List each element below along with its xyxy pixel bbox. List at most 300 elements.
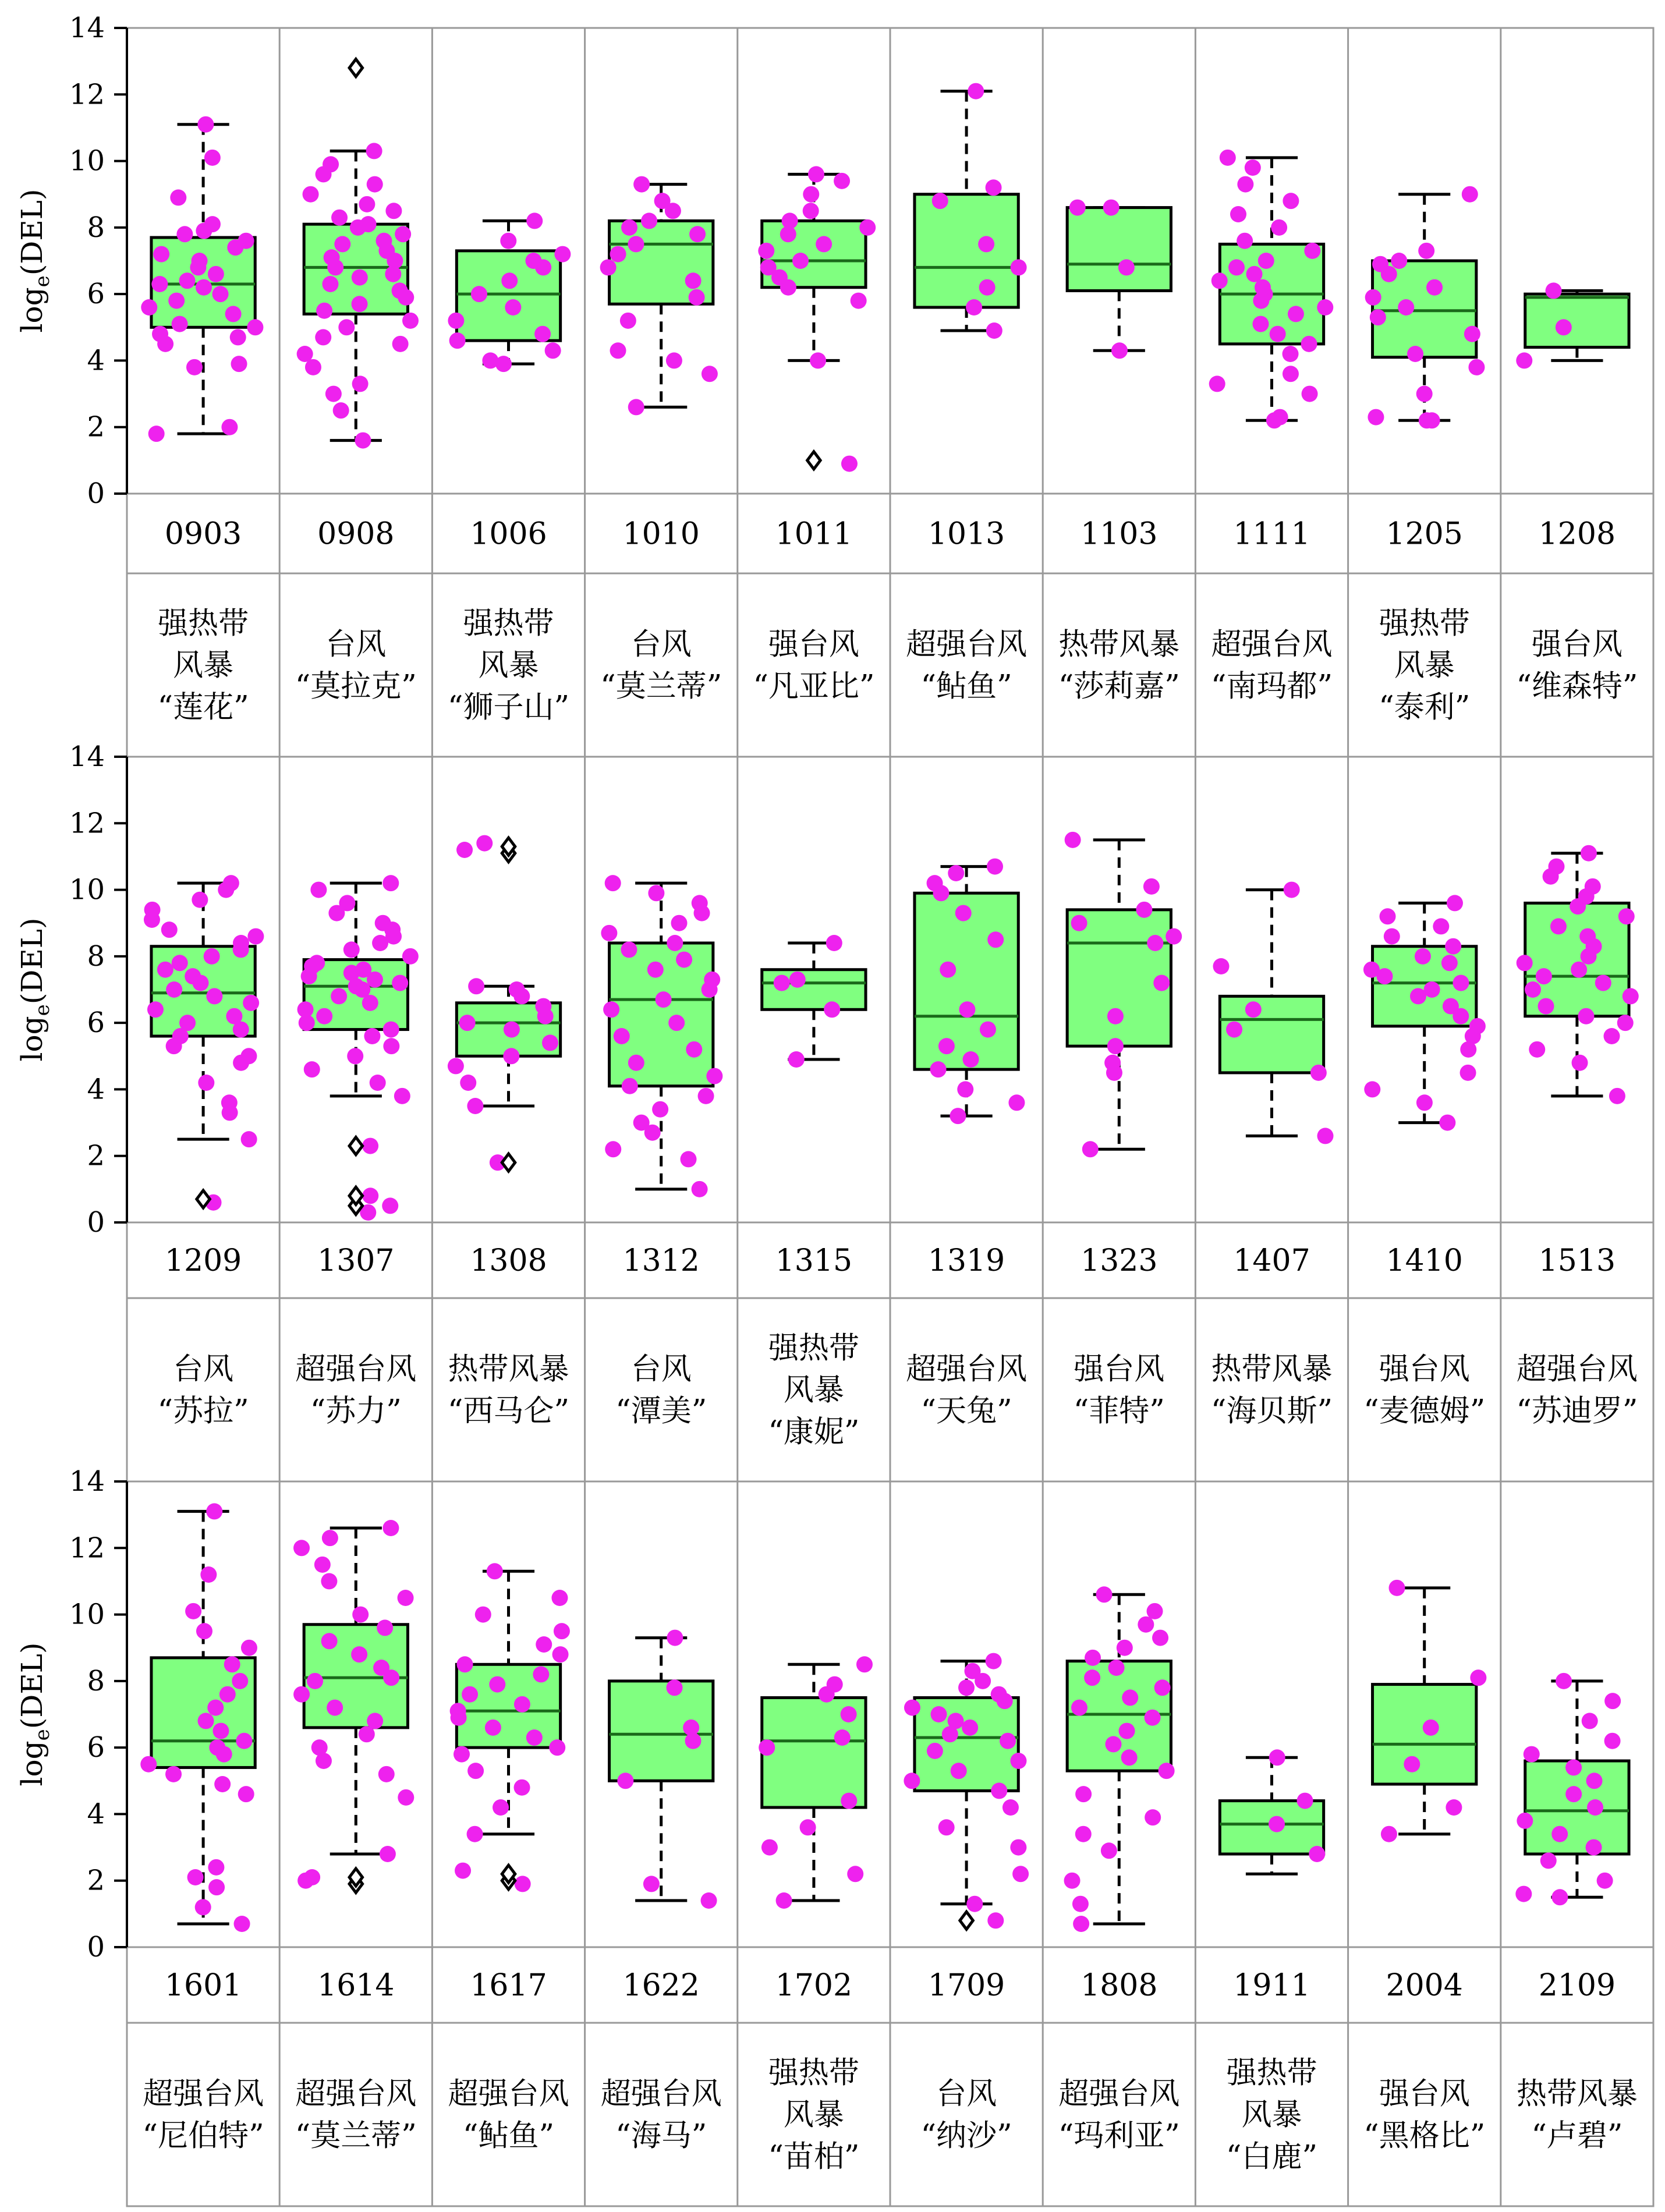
data-point xyxy=(1084,1669,1100,1686)
typhoon-name-label: “麦德姆” xyxy=(1363,1394,1486,1429)
data-point xyxy=(628,399,644,415)
data-point xyxy=(1153,975,1170,991)
data-point xyxy=(1370,309,1386,325)
typhoon-name-label: “菲特” xyxy=(1073,1394,1165,1429)
data-point xyxy=(1363,962,1380,978)
data-point xyxy=(352,270,368,286)
data-point xyxy=(198,1713,214,1729)
data-point xyxy=(1604,1028,1620,1044)
data-point xyxy=(1000,1733,1016,1749)
data-point xyxy=(1384,928,1400,945)
data-point xyxy=(231,356,247,372)
data-point xyxy=(448,313,464,329)
data-point xyxy=(166,981,182,998)
data-point xyxy=(367,176,383,193)
data-point xyxy=(382,1520,399,1536)
typhoon-code-label: 0908 xyxy=(317,516,395,552)
typhoon-name-label: 风暴 xyxy=(478,648,539,683)
data-point xyxy=(140,1756,157,1773)
data-point xyxy=(904,1773,920,1789)
data-point xyxy=(378,1766,395,1782)
data-point xyxy=(1136,902,1152,918)
data-point xyxy=(932,193,948,209)
data-point xyxy=(667,1679,683,1696)
data-point xyxy=(1117,1640,1133,1656)
data-point xyxy=(1529,1041,1545,1058)
data-point xyxy=(196,279,212,296)
data-point xyxy=(1252,316,1269,332)
data-point xyxy=(1398,299,1414,316)
y-tick-label: 6 xyxy=(87,1006,105,1040)
data-point xyxy=(938,1819,955,1835)
typhoon-name-label: 强台风 xyxy=(1074,1352,1165,1387)
data-point xyxy=(314,1557,331,1573)
data-point xyxy=(827,1676,843,1693)
data-point xyxy=(456,1656,473,1672)
typhoon-name-label: “卢碧” xyxy=(1531,2118,1623,2154)
data-point xyxy=(1446,1799,1462,1816)
data-point xyxy=(552,1646,569,1662)
data-point xyxy=(515,1876,531,1892)
data-point xyxy=(841,456,858,472)
data-point xyxy=(603,1001,619,1018)
data-point xyxy=(803,203,819,219)
typhoon-code-label: 1319 xyxy=(927,1243,1005,1278)
typhoon-name-label: 强热带 xyxy=(1379,606,1470,641)
outlier-marker xyxy=(349,1137,363,1155)
typhoon-name-label: “莫兰蒂” xyxy=(600,669,722,704)
data-point xyxy=(449,332,466,349)
data-point xyxy=(904,1700,920,1716)
data-point xyxy=(450,1703,466,1719)
data-point xyxy=(1426,279,1443,296)
typhoon-name-label: “潭美” xyxy=(615,1394,707,1429)
data-point xyxy=(1453,975,1469,991)
y-tick-label: 12 xyxy=(69,78,105,111)
data-point xyxy=(293,1540,310,1556)
data-point xyxy=(1469,1018,1486,1034)
data-point xyxy=(362,1187,378,1204)
typhoon-1209 xyxy=(144,875,264,1428)
data-point xyxy=(467,1098,483,1114)
data-point xyxy=(931,1706,947,1722)
data-point xyxy=(841,1706,857,1722)
data-point xyxy=(620,313,636,329)
data-point xyxy=(1138,1617,1154,1633)
data-point xyxy=(197,116,214,133)
typhoon-1911 xyxy=(1220,1749,1325,2174)
data-point xyxy=(375,915,391,931)
data-point xyxy=(1297,1793,1313,1809)
data-point xyxy=(500,233,516,249)
typhoon-code-label: 0903 xyxy=(164,516,242,552)
y-tick-label: 8 xyxy=(87,1664,105,1697)
data-point xyxy=(1364,1081,1380,1097)
data-point xyxy=(987,1912,1004,1929)
data-point xyxy=(1548,859,1564,875)
data-point xyxy=(1159,1763,1175,1779)
data-point xyxy=(605,875,621,891)
typhoon-name-label: 热带风暴 xyxy=(1058,627,1180,662)
data-point xyxy=(179,1015,196,1031)
data-point xyxy=(1226,1022,1242,1038)
data-point xyxy=(1587,1799,1603,1816)
data-point xyxy=(549,1739,565,1756)
typhoon-1614 xyxy=(293,1520,417,2154)
data-point xyxy=(1515,1886,1532,1902)
data-point xyxy=(1551,1826,1568,1842)
data-point xyxy=(394,1088,410,1104)
y-tick-label: 10 xyxy=(69,1598,105,1631)
typhoon-1702 xyxy=(759,1656,873,2174)
data-point xyxy=(370,1075,386,1091)
data-point xyxy=(1107,1038,1124,1054)
typhoon-name-label: “尼伯特” xyxy=(142,2118,264,2154)
data-point xyxy=(467,1826,483,1842)
data-point xyxy=(1586,1773,1603,1789)
data-point xyxy=(621,941,637,958)
data-point xyxy=(681,1151,697,1167)
data-point xyxy=(1379,908,1395,924)
data-point xyxy=(614,1028,630,1044)
typhoon-name-label: “海贝斯” xyxy=(1210,1394,1333,1429)
data-point xyxy=(204,216,221,232)
y-axis-label: $\log_e(DEL)$ xyxy=(15,189,54,333)
data-point xyxy=(610,246,626,263)
data-point xyxy=(225,306,242,322)
data-point xyxy=(198,1075,214,1091)
typhoon-1410 xyxy=(1363,895,1486,1428)
outlier-marker xyxy=(502,1154,515,1171)
typhoon-code-label: 1103 xyxy=(1081,516,1158,552)
data-point xyxy=(526,1729,543,1746)
typhoon-1013 xyxy=(906,83,1027,704)
data-point xyxy=(315,329,331,345)
data-point xyxy=(352,1607,369,1623)
typhoon-name-label: “海马” xyxy=(615,2118,707,2154)
data-point xyxy=(668,1015,685,1031)
data-point xyxy=(455,1863,471,1879)
data-point xyxy=(1623,988,1639,1004)
data-point xyxy=(151,276,168,292)
data-point xyxy=(383,1022,399,1038)
data-point xyxy=(168,293,185,309)
data-point xyxy=(316,1008,332,1025)
data-point xyxy=(311,1739,328,1756)
data-point xyxy=(605,1141,621,1157)
typhoon-1111 xyxy=(1209,150,1334,704)
data-point xyxy=(196,1623,212,1639)
data-point xyxy=(1517,955,1533,971)
data-point xyxy=(1069,200,1086,216)
typhoon-1323 xyxy=(1065,832,1182,1429)
data-point xyxy=(377,1619,393,1636)
typhoon-name-label: 风暴 xyxy=(783,2097,844,2133)
data-point xyxy=(776,1892,792,1909)
data-point xyxy=(398,1789,414,1806)
typhoon-name-label: 超强台风 xyxy=(1211,627,1333,662)
outlier-marker xyxy=(349,59,363,77)
typhoon-0908 xyxy=(295,59,419,704)
data-point xyxy=(304,1061,320,1077)
data-point xyxy=(1304,243,1320,259)
data-point xyxy=(359,196,375,212)
data-point xyxy=(459,1015,476,1031)
typhoon-code-label: 1006 xyxy=(470,516,547,552)
data-point xyxy=(1209,375,1225,392)
data-point xyxy=(234,1916,250,1932)
data-point xyxy=(1302,386,1318,402)
data-point xyxy=(525,253,541,269)
data-point xyxy=(238,1786,254,1802)
data-point xyxy=(1154,1679,1171,1696)
typhoon-name-label: 强热带 xyxy=(1226,2055,1317,2091)
data-point xyxy=(966,1896,983,1912)
data-point xyxy=(792,253,809,269)
data-point xyxy=(1439,1115,1455,1131)
box-iqr xyxy=(1373,1685,1476,1784)
data-point xyxy=(185,968,201,984)
typhoon-name-label: 超强台风 xyxy=(600,2076,722,2112)
typhoon-code-label: 1622 xyxy=(622,1968,700,2003)
data-point xyxy=(1012,1866,1029,1882)
data-point xyxy=(1445,938,1461,955)
data-point xyxy=(1010,1839,1026,1856)
data-point xyxy=(803,186,819,203)
data-point xyxy=(950,1108,966,1124)
data-point xyxy=(789,972,806,988)
data-point xyxy=(338,319,355,335)
y-tick-label: 10 xyxy=(69,144,105,178)
data-point xyxy=(514,1696,530,1713)
data-point xyxy=(179,272,195,289)
data-point xyxy=(1388,1580,1405,1596)
data-point xyxy=(195,1899,211,1915)
data-point xyxy=(966,299,982,316)
data-point xyxy=(808,166,824,182)
data-point xyxy=(686,1041,702,1058)
panel-3 xyxy=(15,1465,1653,2206)
typhoon-name-label: 风暴 xyxy=(173,648,234,683)
data-point xyxy=(355,962,371,978)
typhoon-name-label: 台风 xyxy=(325,627,387,662)
data-point xyxy=(1213,958,1229,974)
data-point xyxy=(824,1001,840,1018)
y-tick-label: 8 xyxy=(87,211,105,244)
outlier-marker xyxy=(960,1912,973,1929)
data-point xyxy=(1105,1736,1121,1752)
data-point xyxy=(141,299,157,316)
data-point xyxy=(144,902,161,918)
data-point xyxy=(1096,1586,1113,1603)
data-point xyxy=(1272,409,1288,426)
data-point xyxy=(600,259,617,275)
data-point xyxy=(475,1607,491,1623)
data-point xyxy=(1538,998,1554,1015)
typhoon-1622 xyxy=(601,1630,722,2154)
data-point xyxy=(351,1646,367,1662)
data-point xyxy=(200,1566,217,1583)
data-point xyxy=(514,1779,530,1796)
data-point xyxy=(297,1001,314,1018)
data-point xyxy=(334,236,350,252)
data-point xyxy=(959,1001,975,1018)
typhoon-1319 xyxy=(906,859,1027,1429)
data-point xyxy=(1443,998,1459,1015)
data-point xyxy=(526,212,543,229)
typhoon-1312 xyxy=(601,875,722,1428)
data-point xyxy=(958,1679,975,1696)
data-point xyxy=(224,1656,240,1672)
typhoon-1709 xyxy=(904,1653,1029,2154)
typhoon-1205 xyxy=(1365,186,1485,725)
typhoon-code-label: 1601 xyxy=(164,1968,242,2003)
typhoon-code-label: 1315 xyxy=(775,1243,853,1278)
data-point xyxy=(208,1859,224,1876)
y-axis-label: $\log_e(DEL)$ xyxy=(15,1642,54,1786)
data-point xyxy=(706,1068,722,1084)
data-point xyxy=(1391,253,1407,269)
data-point xyxy=(230,329,246,345)
data-point xyxy=(1309,1846,1325,1862)
data-point xyxy=(185,1603,201,1619)
data-point xyxy=(221,419,238,435)
data-point xyxy=(322,1530,338,1546)
data-point xyxy=(760,259,777,275)
typhoon-name-label: “南玛都” xyxy=(1210,669,1333,704)
data-point xyxy=(501,272,518,289)
data-point xyxy=(1111,342,1128,359)
data-point xyxy=(1310,1065,1327,1081)
data-point xyxy=(1407,346,1423,362)
data-point xyxy=(1002,1799,1019,1816)
data-point xyxy=(309,955,325,971)
data-point xyxy=(460,1075,476,1091)
data-point xyxy=(157,962,173,978)
typhoon-1617 xyxy=(448,1563,569,2153)
data-point xyxy=(1269,1816,1285,1832)
data-point xyxy=(1143,878,1160,895)
data-point xyxy=(148,426,165,442)
typhoon-name-label: “鲇鱼” xyxy=(920,669,1012,704)
data-point xyxy=(1470,1669,1486,1686)
data-point xyxy=(1582,1713,1598,1729)
data-point xyxy=(322,276,338,292)
data-point xyxy=(1220,150,1236,166)
typhoon-name-label: “黑格比” xyxy=(1363,2118,1486,2154)
data-point xyxy=(247,319,263,335)
data-point xyxy=(1237,233,1253,249)
data-point xyxy=(316,303,332,319)
data-point xyxy=(1147,1603,1163,1619)
typhoon-name-label: “莎莉嘉” xyxy=(1058,669,1180,704)
data-point xyxy=(1447,895,1463,911)
data-point xyxy=(964,1663,980,1679)
data-point xyxy=(987,859,1003,875)
data-point xyxy=(1103,200,1120,216)
typhoon-1315 xyxy=(762,935,866,1450)
data-point xyxy=(1595,975,1611,991)
data-point xyxy=(617,1773,633,1789)
data-point xyxy=(834,173,850,189)
typhoon-name-label: 热带风暴 xyxy=(1211,1352,1333,1387)
typhoon-name-label: “康妮” xyxy=(768,1415,860,1450)
data-point xyxy=(395,226,411,242)
data-point xyxy=(1107,1008,1124,1025)
typhoon-code-label: 1011 xyxy=(775,516,853,552)
data-point xyxy=(321,1633,338,1649)
typhoon-name-label: “莲花” xyxy=(157,690,249,725)
data-point xyxy=(208,266,224,282)
data-point xyxy=(542,1034,558,1051)
data-point xyxy=(774,975,790,991)
data-point xyxy=(209,1739,225,1756)
data-point xyxy=(1556,1673,1572,1689)
data-point xyxy=(482,352,498,368)
typhoon-name-label: 台风 xyxy=(936,2076,997,2112)
data-point xyxy=(633,176,650,193)
data-point xyxy=(226,1008,242,1025)
typhoon-name-label: “泰利” xyxy=(1379,690,1471,725)
data-point xyxy=(360,216,377,232)
typhoon-name-label: 热带风暴 xyxy=(448,1352,569,1387)
data-point xyxy=(223,875,239,891)
data-point xyxy=(1565,1786,1582,1802)
data-point xyxy=(1517,1813,1533,1829)
data-point xyxy=(622,1078,638,1094)
data-point xyxy=(212,1723,229,1739)
data-point xyxy=(1404,1756,1420,1773)
data-point xyxy=(232,1673,248,1689)
data-point xyxy=(1317,299,1333,316)
data-point xyxy=(536,1636,552,1653)
data-point xyxy=(392,975,408,991)
typhoon-name-label: 超强台风 xyxy=(448,2076,569,2112)
data-point xyxy=(1581,845,1597,862)
data-point xyxy=(1118,259,1135,275)
data-point xyxy=(1372,256,1388,272)
data-point xyxy=(1572,1055,1588,1071)
y-tick-label: 2 xyxy=(87,1139,105,1172)
data-point xyxy=(192,253,208,269)
data-point xyxy=(834,1729,851,1746)
y-tick-label: 14 xyxy=(69,12,105,44)
data-point xyxy=(1269,1749,1285,1766)
typhoon-1307 xyxy=(295,875,419,1428)
data-point xyxy=(1551,1889,1568,1905)
y-tick-label: 2 xyxy=(87,410,105,444)
typhoon-name-label: “苏迪罗” xyxy=(1516,1394,1638,1429)
data-point xyxy=(382,875,399,891)
data-point xyxy=(1416,386,1433,402)
data-point xyxy=(1230,206,1246,222)
typhoon-name-label: 超强台风 xyxy=(295,1352,417,1387)
data-point xyxy=(955,905,972,921)
data-point xyxy=(1441,955,1458,971)
data-point xyxy=(1152,1630,1168,1646)
typhoon-1407 xyxy=(1211,882,1334,1429)
data-point xyxy=(702,366,718,382)
data-point xyxy=(962,1720,978,1736)
typhoon-code-label: 1312 xyxy=(622,1243,700,1278)
data-point xyxy=(1418,243,1434,259)
data-point xyxy=(493,1799,509,1816)
data-point xyxy=(153,246,169,263)
data-point xyxy=(1550,918,1567,934)
y-tick-label: 2 xyxy=(87,1864,105,1897)
data-point xyxy=(986,179,1002,196)
data-point xyxy=(204,948,220,965)
